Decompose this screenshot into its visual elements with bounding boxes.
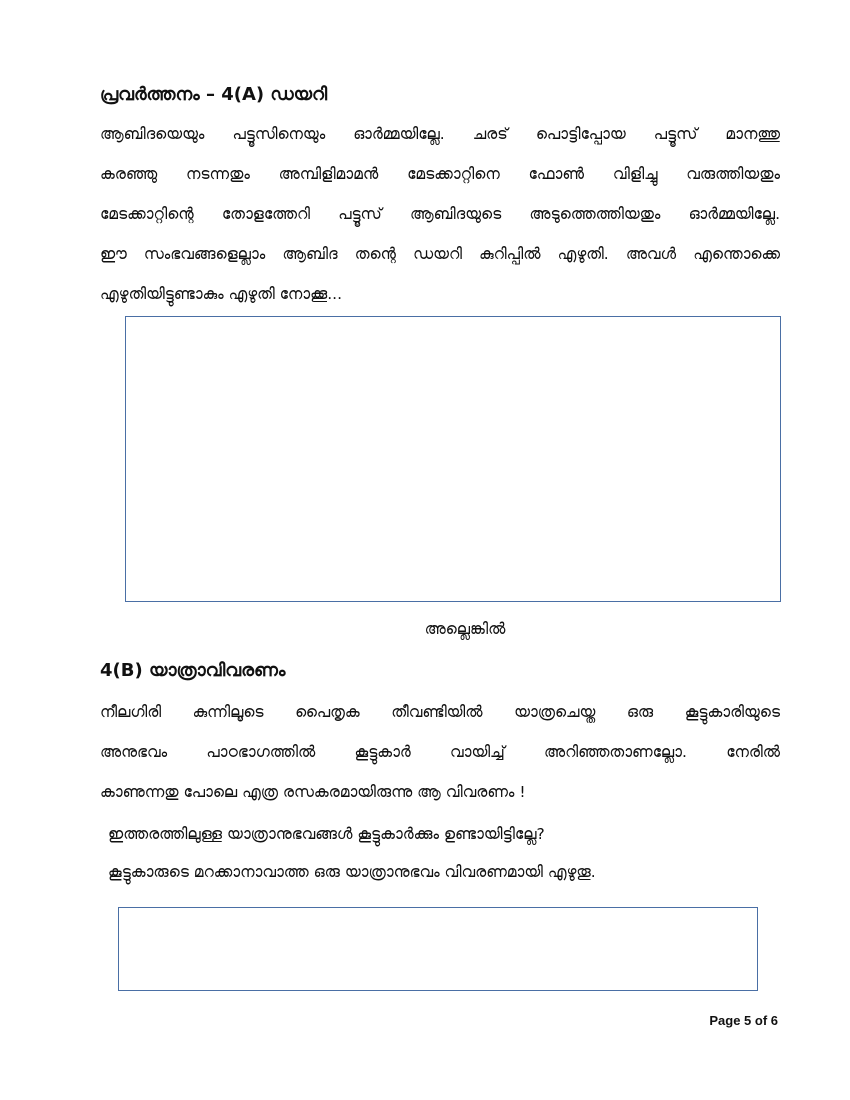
diary-answer-box[interactable] xyxy=(125,316,781,602)
question-1-text: ഇത്തരത്തിലുള്ള യാത്രാനുഭവങ്ങൾ കൂട്ടുകാർക്കും ഉണ്ടായിട്ടില്ലേ? xyxy=(108,825,545,843)
or-separator: അല്ലെങ്കിൽ xyxy=(424,620,506,638)
section-a-line-4: ഈ സംഭവങ്ങളെല്ലാം ആബിദ തന്റെ ഡയറി കുറിപ്പിൽ എഴുതി. അവൾ എന്തൊക്കെ xyxy=(100,245,780,263)
section-a-heading: പ്രവർത്തനം – 4(A) ഡയറി xyxy=(100,84,328,105)
section-a-line-5: എഴുതിയിട്ടുണ്ടാകും എഴുതി നോക്കൂ... xyxy=(100,285,343,303)
section-b-paragraph xyxy=(100,692,780,812)
question-2-text: കൂട്ടുകാരുടെ മറക്കാനാവാത്ത ഒരു യാത്രാനുഭവം വിവരണമായി എഴുതൂ. xyxy=(108,863,596,881)
section-b-heading: 4(B) യാത്രാവിവരണം xyxy=(100,660,286,681)
section-b-line-2: അനുഭവം പാഠഭാഗത്തിൽ കൂട്ടുകാർ വായിച്ച് അറിഞ്ഞതാണല്ലോ. നേരിൽ xyxy=(100,743,780,761)
section-a-line-3: മേടക്കാറ്റിന്റെ തോളത്തേറി പട്ടൂസ് ആബിദയുടെ അടുത്തെത്തിയതും ഓർമ്മയില്ലേ. xyxy=(100,205,780,223)
section-a-paragraph xyxy=(100,114,780,314)
section-b-line-1: നീലഗിരി കുന്നിലൂടെ പൈതൃക തീവണ്ടിയിൽ യാത്രചെയ്ത ഒരു കൂട്ടുകാരിയുടെ xyxy=(100,703,780,721)
question-1 xyxy=(108,814,788,854)
section-a-line-1: ആബിദയെയും പട്ടൂസിനെയും ഓർമ്മയില്ലേ. ചരട് പൊട്ടിപ്പോയ പട്ടൂസ് മാനത്തു xyxy=(100,125,780,143)
section-a-line-2: കരഞ്ഞു നടന്നതും അമ്പിളിമാമൻ മേടക്കാറ്റിനെ ഫോൺ വിളിച്ചു വരുത്തിയതും xyxy=(100,165,780,183)
section-b-line-3: കാണുന്നതു പോലെ എത്ര രസകരമായിരുന്നു ആ വിവരണം ! xyxy=(100,783,526,801)
question-2 xyxy=(108,852,788,892)
travelogue-answer-box[interactable] xyxy=(118,907,758,991)
page-number: Page 5 of 6 xyxy=(709,1013,778,1028)
